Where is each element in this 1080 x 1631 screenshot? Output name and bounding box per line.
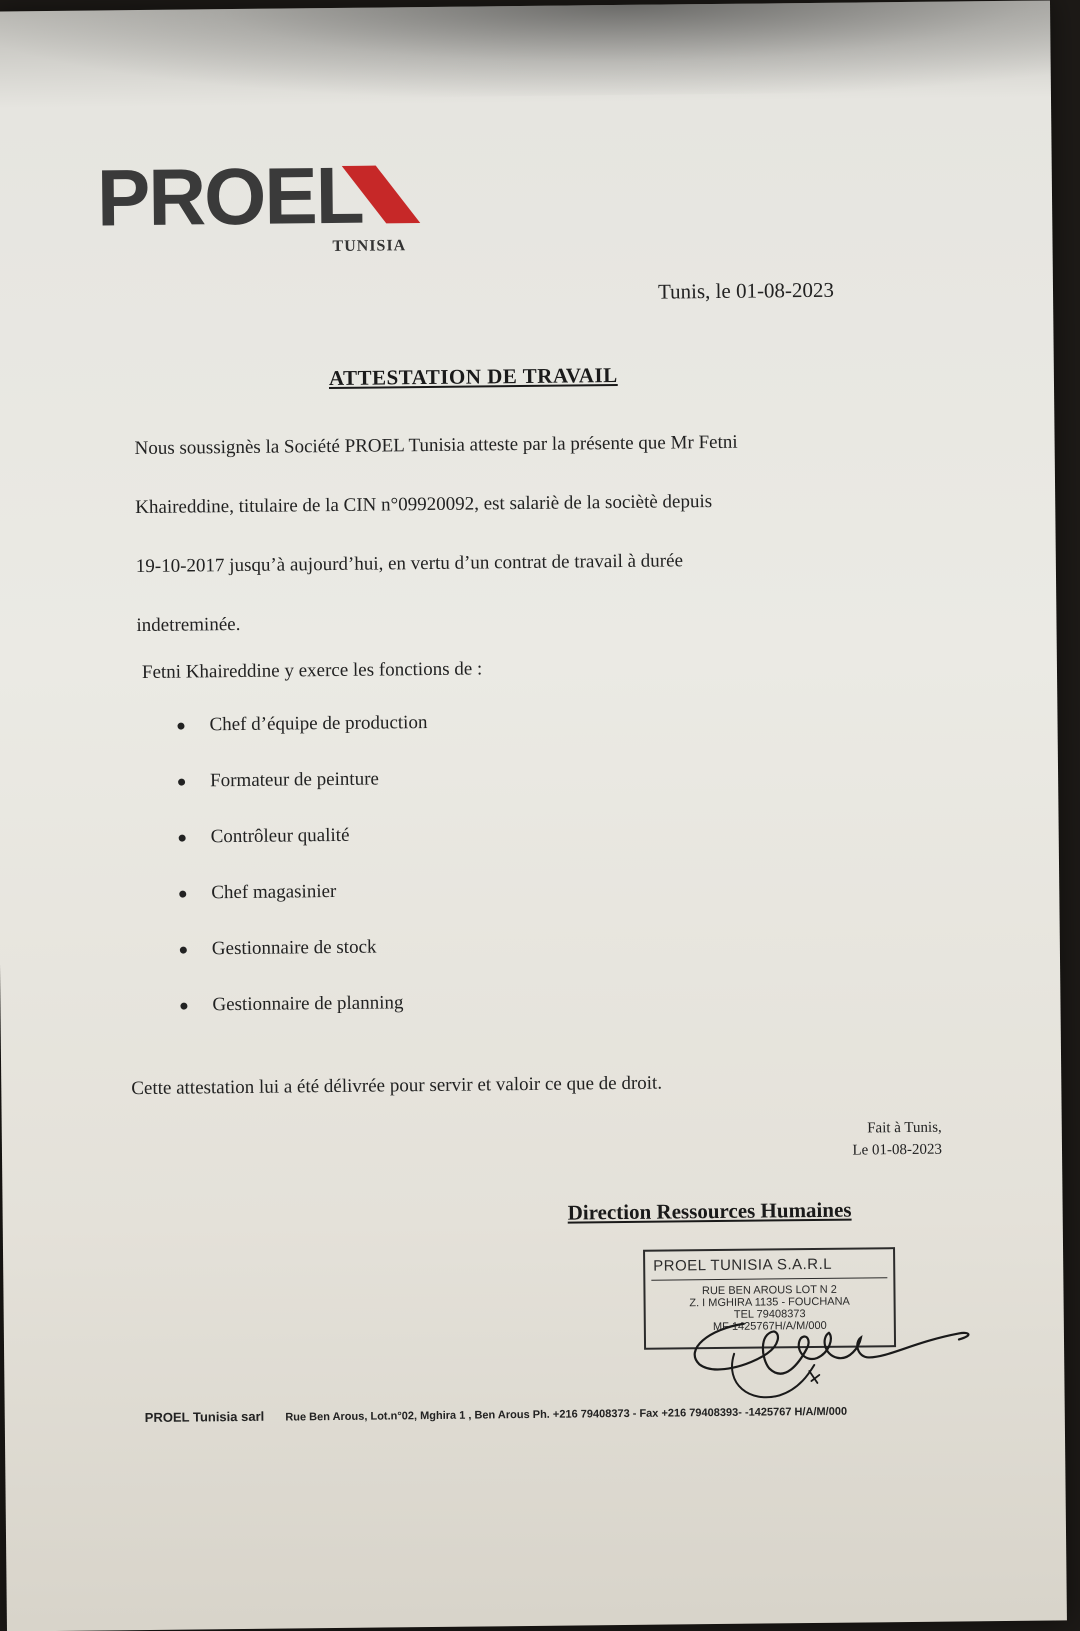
document-title: ATTESTATION DE TRAVAIL [328, 362, 618, 391]
place-date [852, 1117, 942, 1162]
company-logo [96, 150, 438, 269]
signatory-title: Direction Ressources Humaines [567, 1197, 852, 1225]
body-line: Khaireddine, titulaire de la CIN n°09920092, est salariè de la sociètè depuis [135, 491, 713, 519]
date-line: Le 01-08-2023 [852, 1141, 943, 1159]
header-date: Tunis, le 01-08-2023 [657, 277, 835, 304]
body-line: indetreminée. [136, 613, 241, 637]
functions-intro: Fetni Khaireddine y exerce les fonctions de : [141, 658, 483, 683]
footer-address: Rue Ben Arous, Lot.n°02, Mghira 1 , Ben Arous Ph. +216 79408373 - Fax +216 79408393- -1425767 H/A/M/000 [285, 1405, 848, 1424]
list-item [179, 863, 429, 922]
stamp-heading: PROEL TUNISIA S.A.R.L [653, 1255, 833, 1275]
body-line: 19-10-2017 jusqu’à aujourd’hui, en vertu d’un contrat de travail à durée [135, 550, 684, 578]
closing-statement: Cette attestation lui a été délivrée pour servir et valoir ce que de droit. [131, 1072, 663, 1100]
bullet-icon [178, 778, 185, 785]
body-line: Nous soussignès la Société PROEL Tunisia atteste par la présente que Mr Fetni [134, 431, 738, 460]
stamp-line: RUE BEN AROUS LOT N 2 [701, 1283, 837, 1298]
footer-company: PROEL Tunisia sarl [144, 1408, 265, 1426]
bullet-icon [179, 834, 186, 841]
function-label: Chef magasinier [211, 880, 337, 904]
function-label: Gestionnaire de stock [211, 936, 377, 960]
stamp-divider [651, 1277, 887, 1280]
list-item [180, 975, 430, 1034]
list-item [178, 807, 428, 866]
logo-name: PROEL [96, 150, 364, 243]
page-shadow [0, 0, 1051, 101]
bullet-icon [180, 946, 187, 953]
footer [145, 1403, 847, 1425]
functions-list [177, 695, 430, 1034]
function-label: Contrôleur qualité [210, 824, 350, 848]
bullet-icon [179, 890, 186, 897]
function-label: Gestionnaire de planning [212, 992, 404, 1016]
logo-subtitle: TUNISIA [332, 237, 407, 255]
handwritten-signature [689, 1301, 990, 1414]
logo-chevron-icon [342, 165, 423, 228]
stamp-line: MF 1425767H/A/M/000 [712, 1319, 827, 1334]
place-line: Fait à Tunis, [867, 1119, 942, 1137]
bullet-icon [180, 1002, 187, 1009]
stamp-line: TEL 79408373 [733, 1308, 806, 1321]
bullet-icon [177, 722, 184, 729]
function-label: Formateur de peinture [209, 768, 380, 792]
list-item [178, 751, 428, 810]
list-item [180, 919, 430, 978]
function-label: Chef d’équipe de production [209, 712, 428, 736]
stamp-line: Z. I MGHIRA 1135 - FOUCHANA [689, 1295, 850, 1310]
list-item [177, 695, 427, 754]
